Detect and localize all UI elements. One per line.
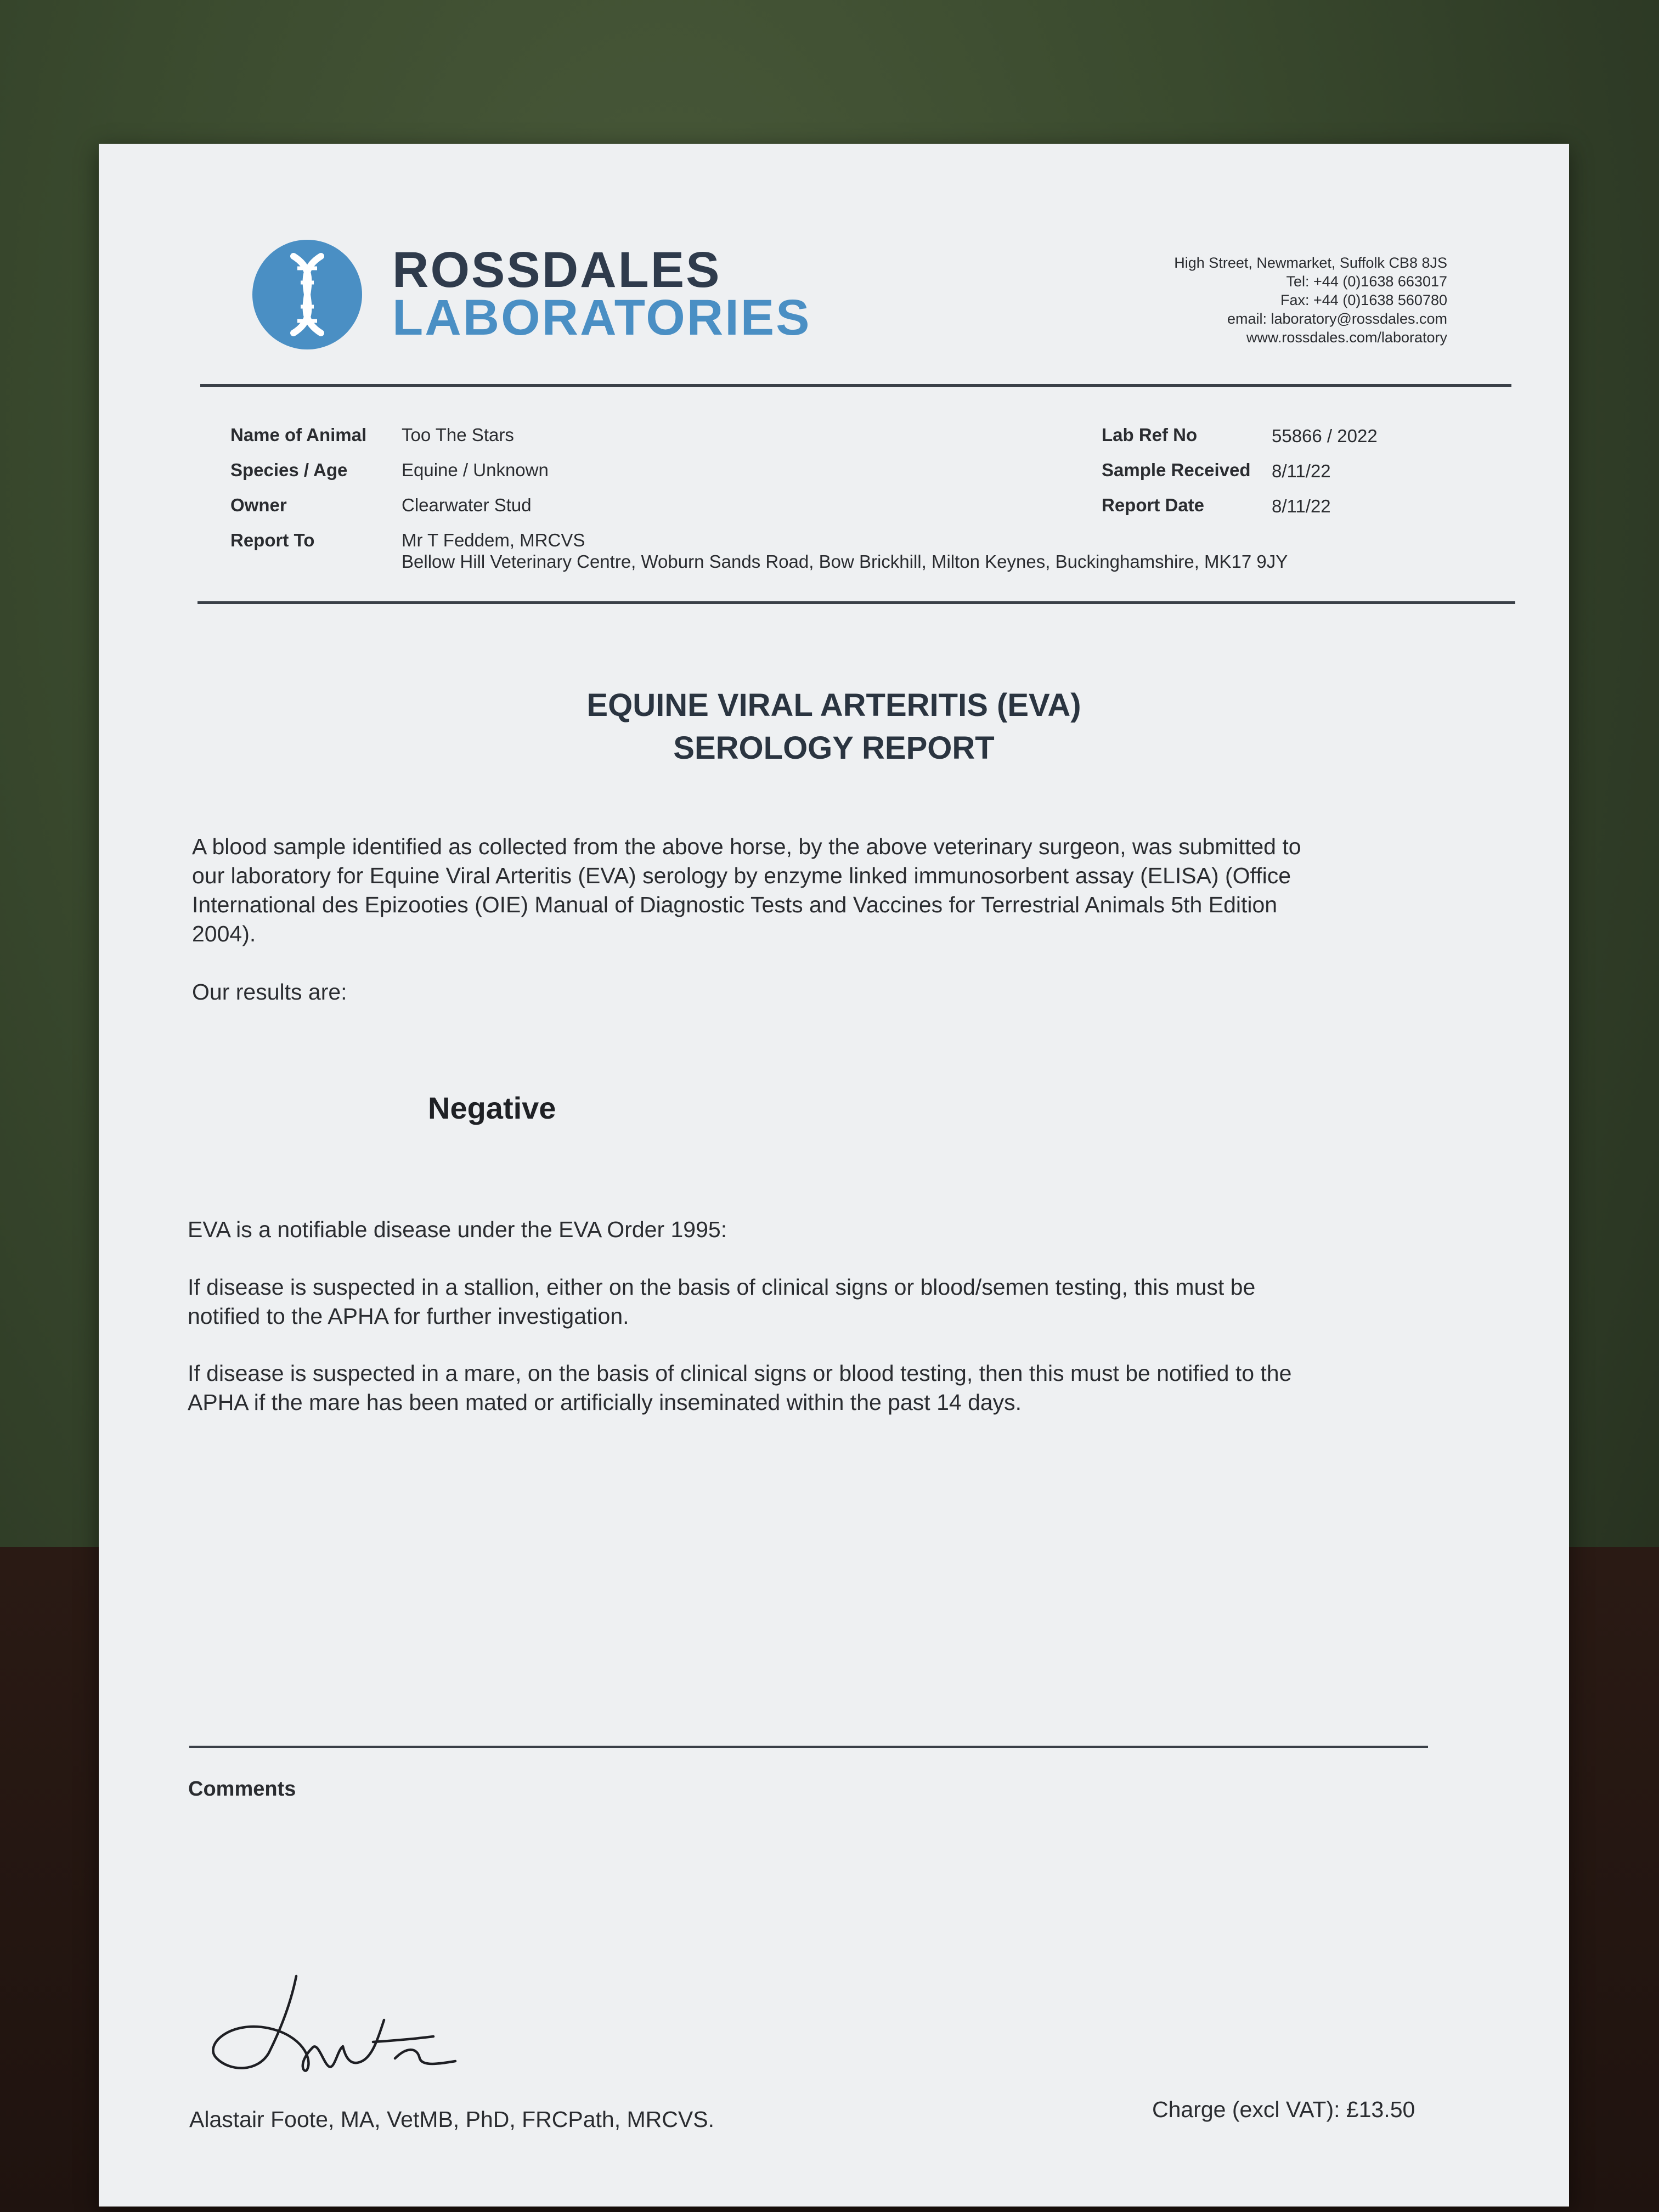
species-label: Species / Age <box>230 460 348 480</box>
report-date-value: 8/11/22 <box>1272 496 1331 516</box>
lab-address: High Street, Newmarket, Suffolk CB8 8JS <box>1174 255 1447 271</box>
lab-contact-block <box>1174 253 1447 347</box>
intro-line: our laboratory for Equine Viral Arteritis (EVA) serology by enzyme linked immunosorbent assay (ELISA) (Office <box>192 863 1291 888</box>
report-date-label: Report Date <box>1102 495 1205 515</box>
stallion-paragraph <box>188 1273 1526 1331</box>
intro-line: International des Epizooties (OIE) Manual of Diagnostic Tests and Vaccines for Terrestrial Animals 5th Edition <box>192 892 1278 917</box>
report-to-label: Report To <box>230 530 315 550</box>
dna-logo-icon <box>252 240 362 349</box>
lab-ref-value: 55866 / 2022 <box>1272 426 1378 446</box>
animal-value: Too The Stars <box>402 425 514 445</box>
lab-fax: Fax: +44 (0)1638 560780 <box>1280 292 1447 308</box>
mare-line: If disease is suspected in a mare, on the basis of clinical signs or blood testing, then this must be notified to the <box>188 1361 1292 1386</box>
notifiable-statement: EVA is a notifiable disease under the EVA Order 1995: <box>188 1217 727 1242</box>
owner-label: Owner <box>230 495 287 515</box>
header-divider <box>200 384 1511 387</box>
report-document <box>99 144 1569 2207</box>
intro-paragraph <box>192 832 1520 949</box>
report-to-address: Bellow Hill Veterinary Centre, Woburn Sands Road, Bow Brickhill, Milton Keynes, Buckinghamshire, MK17 9JY <box>402 551 1288 572</box>
owner-value: Clearwater Stud <box>402 495 532 515</box>
intro-line: 2004). <box>192 921 256 946</box>
lab-website: www.rossdales.com/laboratory <box>1246 329 1447 346</box>
report-title-line1: EQUINE VIRAL ARTERITIS (EVA) <box>586 687 1081 723</box>
lab-email: email: laboratory@rossdales.com <box>1227 311 1447 327</box>
lab-name-line2: LABORATORIES <box>392 290 811 346</box>
comments-divider <box>189 1746 1428 1748</box>
result-value: Negative <box>428 1091 556 1125</box>
lab-name-line1: ROSSDALES <box>392 242 721 298</box>
sample-received-value: 8/11/22 <box>1272 461 1331 481</box>
sample-received-label: Sample Received <box>1102 460 1251 480</box>
intro-line: A blood sample identified as collected from the above horse, by the above veterinary surgeon, was submitted to <box>192 834 1301 859</box>
signatory-name: Alastair Foote, MA, VetMB, PhD, FRCPath, MRCVS. <box>189 2107 714 2132</box>
report-title-line2: SEROLOGY REPORT <box>673 730 995 766</box>
species-value: Equine / Unknown <box>402 460 549 480</box>
results-intro: Our results are: <box>192 979 347 1005</box>
stallion-line: If disease is suspected in a stallion, either on the basis of clinical signs or blood/semen testing, this must be <box>188 1274 1256 1300</box>
lab-ref-label: Lab Ref No <box>1102 425 1198 445</box>
mare-line: APHA if the mare has been mated or artificially inseminated within the past 14 days. <box>188 1390 1022 1415</box>
comments-label: Comments <box>188 1778 296 1801</box>
details-divider <box>198 601 1515 604</box>
lab-tel: Tel: +44 (0)1638 663017 <box>1286 273 1447 290</box>
stallion-line: notified to the APHA for further investigation. <box>188 1304 629 1329</box>
charge-amount: Charge (excl VAT): £13.50 <box>1152 2097 1415 2122</box>
report-to-value: Mr T Feddem, MRCVS <box>402 530 585 550</box>
animal-label: Name of Animal <box>230 425 367 445</box>
signature-image <box>198 1954 505 2097</box>
mare-paragraph <box>188 1359 1526 1417</box>
